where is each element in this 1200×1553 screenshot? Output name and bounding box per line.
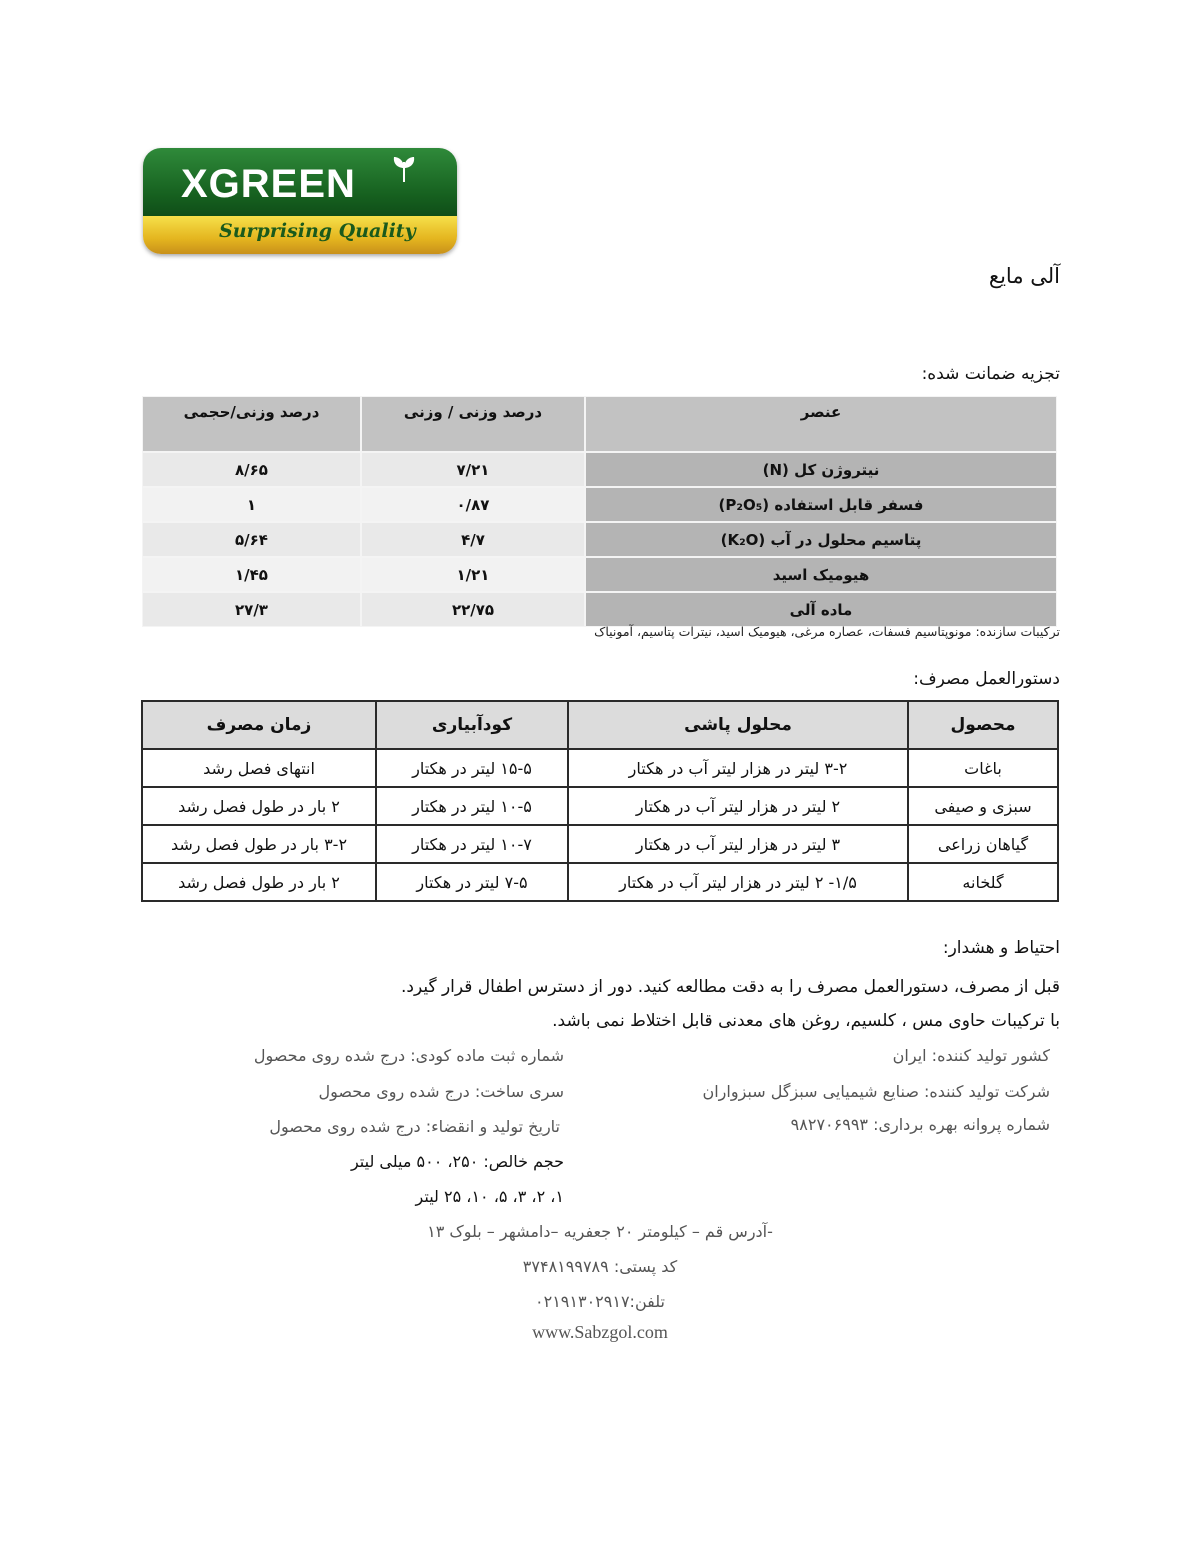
timing-cell: انتهای فصل رشد xyxy=(142,749,376,787)
ww-cell: ۱/۲۱ xyxy=(361,557,585,592)
wv-cell: ۱ xyxy=(142,487,361,522)
info-country: کشور تولید کننده: ایران xyxy=(892,1046,1050,1065)
info-batch: سری ساخت: درج شده روی محصول xyxy=(318,1082,564,1101)
timing-cell: ۳-۲ بار در طول فصل رشد xyxy=(142,825,376,863)
info-registration: شماره ثبت ماده کودی: درج شده روی محصول xyxy=(253,1046,564,1065)
spray-cell: ۲ لیتر در هزار لیتر آب در هکتار xyxy=(568,787,908,825)
warnings-heading: احتیاط و هشدار: xyxy=(942,938,1060,958)
fertigation-cell: ۱۰-۵ لیتر در هکتار xyxy=(376,787,568,825)
element-cell: نیتروژن کل (N) xyxy=(585,452,1057,487)
info-dates: تاریخ تولید و انقضاء: درج شده روی محصول xyxy=(269,1117,560,1136)
fertigation-cell: ۱۵-۵ لیتر در هکتار xyxy=(376,749,568,787)
element-cell: فسفر قابل استفاده (P₂O₅) xyxy=(585,487,1057,522)
analysis-heading: تجزیه ضمانت شده: xyxy=(921,364,1060,384)
product-title: آلی مایع xyxy=(988,264,1060,288)
column-header: زمان مصرف xyxy=(142,701,376,749)
contact-postal: کد پستی: ۳۷۴۸۱۹۹۷۸۹ xyxy=(522,1257,678,1276)
element-cell: ماده آلی xyxy=(585,592,1057,627)
column-header: محصول xyxy=(908,701,1058,749)
wv-cell: ۲۷/۳ xyxy=(142,592,361,627)
logo-wordmark: XGREEN xyxy=(181,162,356,206)
ww-cell: ۷/۲۱ xyxy=(361,452,585,487)
warning-line: قبل از مصرف، دستورالعمل مصرف را به دقت مطالعه کنید. دور از دسترس اطفال قرار گیرد. xyxy=(400,977,1060,997)
info-license: شماره پروانه بهره برداری: ۹۸۲۷۰۶۹۹۳ xyxy=(790,1115,1050,1134)
table-row xyxy=(142,749,1058,787)
warning-line: با ترکیبات حاوی مس ، کلسیم، روغن های معدنی قابل اختلاط نمی باشد. xyxy=(552,1011,1060,1031)
usage-heading: دستورالعمل مصرف: xyxy=(913,669,1060,689)
table-row xyxy=(142,825,1058,863)
spray-cell: ۱/۵- ۲ لیتر در هزار لیتر آب در هکتار xyxy=(568,863,908,901)
info-volume-liters: ۱، ۲، ۳، ۵، ۱۰، ۲۵ لیتر xyxy=(415,1187,564,1206)
spray-cell: ۳-۲ لیتر در هزار لیتر آب در هکتار xyxy=(568,749,908,787)
wv-cell: ۵/۶۴ xyxy=(142,522,361,557)
leaf-icon xyxy=(389,154,419,184)
crop-cell: باغات xyxy=(908,749,1058,787)
table-row xyxy=(142,452,1057,487)
info-company: شرکت تولید کننده: صنایع شیمیایی سبزگل سبزواران xyxy=(702,1082,1050,1101)
brand-logo xyxy=(143,148,457,254)
table-row xyxy=(142,592,1057,627)
spray-cell: ۳ لیتر در هزار لیتر آب در هکتار xyxy=(568,825,908,863)
analysis-header-row xyxy=(142,396,1057,452)
ww-cell: ۲۲/۷۵ xyxy=(361,592,585,627)
info-volume: حجم خالص: ۲۵۰، ۵۰۰ میلی لیتر xyxy=(350,1152,564,1171)
table-row xyxy=(142,557,1057,592)
element-cell: پتاسیم محلول در آب (K₂O) xyxy=(585,522,1057,557)
table-row xyxy=(142,787,1058,825)
column-header: کودآبیاری xyxy=(376,701,568,749)
table-row xyxy=(142,863,1058,901)
column-header: محلول پاشی xyxy=(568,701,908,749)
usage-header-row xyxy=(142,701,1058,749)
crop-cell: سبزی و صیفی xyxy=(908,787,1058,825)
contact-address: -آدرس قم – کیلومتر ۲۰ جعفریه –دامشهر – بلوک ۱۳ xyxy=(427,1222,773,1241)
fertigation-cell: ۷-۵ لیتر در هکتار xyxy=(376,863,568,901)
table-row xyxy=(142,522,1057,557)
wv-cell: ۱/۴۵ xyxy=(142,557,361,592)
contact-website[interactable]: www.Sabzgol.com xyxy=(532,1322,668,1342)
column-header: درصد وزنی / وزنی xyxy=(361,396,585,452)
timing-cell: ۲ بار در طول فصل رشد xyxy=(142,787,376,825)
ww-cell: ۰/۸۷ xyxy=(361,487,585,522)
ww-cell: ۴/۷ xyxy=(361,522,585,557)
crop-cell: گلخانه xyxy=(908,863,1058,901)
fertigation-cell: ۱۰-۷ لیتر در هکتار xyxy=(376,825,568,863)
usage-table xyxy=(141,700,1059,902)
column-header: درصد وزنی/حجمی xyxy=(142,396,361,452)
table-row xyxy=(142,487,1057,522)
contact-phone: تلفن:۰۲۱۹۱۳۰۲۹۱۷ xyxy=(535,1292,665,1311)
element-cell: هیومیک اسید xyxy=(585,557,1057,592)
column-header: عنصر xyxy=(585,396,1057,452)
logo-tagline: Surprising Quality xyxy=(219,220,416,242)
timing-cell: ۲ بار در طول فصل رشد xyxy=(142,863,376,901)
ingredients-note: ترکیبات سازنده: مونوپتاسیم فسفات، عصاره مرغی، هیومیک اسید، نیترات پتاسیم، آمونیاک xyxy=(594,624,1060,639)
wv-cell: ۸/۶۵ xyxy=(142,452,361,487)
crop-cell: گیاهان زراعی xyxy=(908,825,1058,863)
analysis-table xyxy=(142,396,1057,627)
